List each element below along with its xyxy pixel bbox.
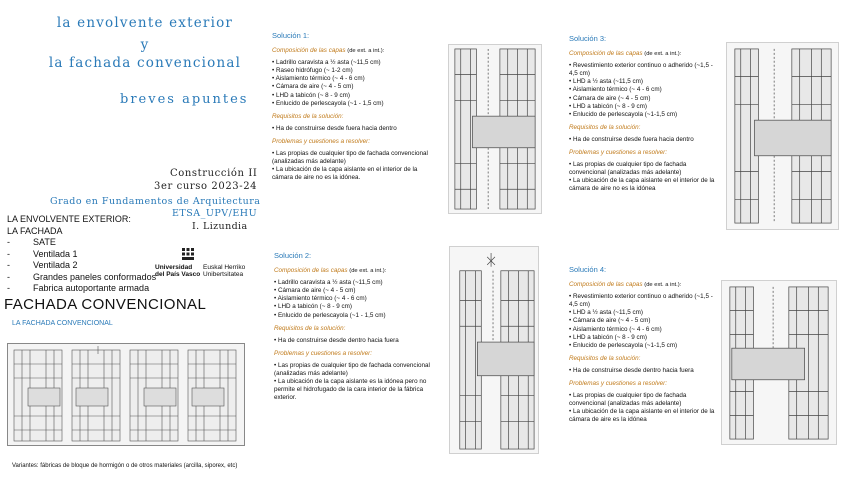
layer-item: • Revestimiento exterior continuo o adherido (~1,5 - 4,5 cm) — [569, 62, 713, 78]
layer-item: • Cámara de aire (~ 4 - 5 cm) — [569, 94, 651, 102]
layer-item: • Raseo hidrófugo (~ 1-2 cm) — [272, 67, 353, 75]
solution-3-section-drawing — [726, 42, 839, 230]
layer-item: • LHD a tabicón (~ 8 - 9 cm) — [569, 102, 647, 110]
layer-item: • Enlucido de perlescayola (~1-1,5 cm) — [569, 110, 678, 118]
outline-item: - Grandes paneles conformados — [7, 271, 157, 282]
requirement-item: • Ha de construirse desde dentro hacia fuera — [274, 336, 399, 344]
section-subtitle: LA FACHADA CONVENCIONAL — [12, 320, 113, 327]
solution-1-text — [272, 32, 432, 182]
layers-heading: Composición de las capas (de ext. a int.): — [569, 281, 682, 289]
university-logo — [155, 247, 255, 293]
problems-heading: Problemas y cuestiones a resolver: — [274, 349, 372, 357]
course-name: Construcción II — [170, 168, 258, 179]
requirement-item: • Ha de construirse desde fuera hacia dentro — [272, 124, 397, 132]
solution-2-section-drawing — [449, 246, 539, 454]
requirement-item: • Ha de construirse desde fuera hacia dentro — [569, 135, 694, 143]
outline-item: - SATE — [7, 237, 56, 247]
course-year: 3er curso 2023-24 — [154, 181, 258, 192]
cover-title — [45, 14, 245, 72]
solution-title: Solución 4: — [569, 265, 607, 274]
outline-heading-1: LA ENVOLVENTE EXTERIOR: — [7, 214, 131, 224]
cover-title-line-2: y — [140, 37, 150, 53]
problem-item: • Las propias de cualquier tipo de fachada convencional (analizadas más adelante) — [569, 392, 687, 408]
layer-item: • Enlucido de perlescayola (~1-1,5 cm) — [569, 341, 678, 349]
layer-item: • Ladrillo caravista a ½ asta (~11,5 cm) — [272, 59, 381, 67]
cover-title-line-1: la envolvente exterior — [56, 15, 234, 31]
layer-item: • Enlucido de perlescayola (~1 - 1,5 cm) — [272, 99, 384, 107]
layers-heading: Composición de las capas (de ext. a int.): — [274, 267, 387, 275]
solution-title: Solución 2: — [274, 251, 312, 260]
requirements-heading: Requisitos de la solución: — [569, 123, 641, 131]
layer-item: • Cámara de aire (~ 4 - 5 cm) — [272, 83, 354, 91]
solution-4-text — [569, 266, 719, 425]
layer-item: • Enlucido de perlescayola (~1 - 1,5 cm) — [274, 311, 386, 319]
requirement-item: • Ha de construirse desde dentro hacia fuera — [569, 366, 694, 374]
degree-name: Grado en Fundamentos de Arquitectura — [50, 196, 261, 207]
solution-title: Solución 3: — [569, 34, 607, 43]
requirements-heading: Requisitos de la solución: — [274, 324, 346, 332]
solution-2-text — [274, 252, 434, 402]
problem-item: • Las propias de cualquier tipo de fachada convencional (analizadas más adelante) — [272, 150, 428, 166]
solution-3-text — [569, 35, 719, 194]
layer-item: • Revestimiento exterior continuo o adherido (~1,5 - 4,5 cm) — [569, 293, 713, 309]
problem-item: • La ubicación de la capa aislante en el interior de la cámara de aire no es la idónea — [569, 177, 715, 193]
layer-item: • Aislamiento térmico (~ 4 - 6 cm) — [272, 75, 365, 83]
facade-variants-drawing — [7, 343, 245, 446]
layer-item: • LHD a ½ asta (~11,5 cm) — [569, 309, 644, 317]
cover-subtitle: breves apuntes — [120, 92, 249, 107]
layers-heading: Composición de las capas (de ext. a int.): — [569, 50, 682, 58]
logo-text-eu: Euskal Herriko Unibertsitatea — [203, 264, 246, 278]
problem-item: • Las propias de cualquier tipo de fachada convencional (analizadas más adelante) — [569, 161, 687, 177]
layer-item: • Ladrillo caravista a ½ asta (~11,5 cm) — [274, 279, 383, 287]
requirements-heading: Requisitos de la solución: — [569, 354, 641, 362]
problem-item: • La ubicación de la capa aislante es la idónea pero no permite el hidrofugado de la cara interior de la fábrica exterior. — [274, 378, 427, 402]
layer-item: • LHD a ½ asta (~11,5 cm) — [569, 78, 644, 86]
cover-title-line-3: la fachada convencional — [48, 55, 242, 71]
layer-item: • LHD a tabicón (~ 8 - 9 cm) — [569, 333, 647, 341]
problems-heading: Problemas y cuestiones a resolver: — [272, 137, 370, 145]
outline-item: - Ventilada 2 — [7, 260, 78, 270]
solution-1-section-drawing — [448, 44, 542, 214]
outline-item: - Ventilada 1 — [7, 248, 78, 259]
solution-4-section-drawing — [721, 280, 837, 445]
variants-note: Variantes: fábricas de bloque de hormigón o de otros materiales (arcilla, siporex, etc) — [12, 463, 238, 469]
layer-item: • Aislamiento térmico (~ 4 - 6 cm) — [569, 325, 662, 333]
problems-heading: Problemas y cuestiones a resolver: — [569, 380, 667, 388]
outline-heading-2: LA FACHADA — [7, 225, 63, 236]
university-emblem-icon — [181, 247, 195, 261]
school-name: ETSA_UPV/EHU — [172, 208, 258, 219]
problem-item: • La ubicación de la capa aislante en el interior de la cámara de aire es la idónea — [569, 408, 715, 424]
layer-item: • Cámara de aire (~ 4 - 5 cm) — [569, 317, 651, 325]
solution-title: Solución 1: — [272, 31, 310, 40]
author-name: I. Lizundia — [192, 221, 248, 232]
layer-item: • Aislamiento térmico (~ 4 - 6 cm) — [274, 295, 367, 303]
layers-heading: Composición de las capas (de ext. a int.): — [272, 47, 385, 55]
section-title: FACHADA CONVENCIONAL — [4, 296, 207, 313]
problems-heading: Problemas y cuestiones a resolver: — [569, 149, 667, 157]
requirements-heading: Requisitos de la solución: — [272, 112, 344, 120]
layer-item: • Cámara de aire (~ 4 - 5 cm) — [274, 287, 356, 295]
logo-text-es: Universidad del País Vasco — [155, 264, 201, 278]
problem-item: • Las propias de cualquier tipo de fachada convencional (analizadas más adelante) — [274, 361, 430, 378]
layer-item: • LHD a tabicón (~ 8 - 9 cm) — [272, 91, 350, 99]
problem-item: • La ubicación de la capa aislante en el interior de la cámara de aire no es la idónea. — [272, 166, 418, 182]
layer-item: • Aislamiento térmico (~ 4 - 6 cm) — [569, 86, 662, 94]
outline-item: - Fabrica autoportante armada — [7, 283, 150, 293]
layer-item: • LHD a tabicón (~ 8 - 9 cm) — [274, 303, 352, 311]
outline-list — [7, 214, 156, 295]
